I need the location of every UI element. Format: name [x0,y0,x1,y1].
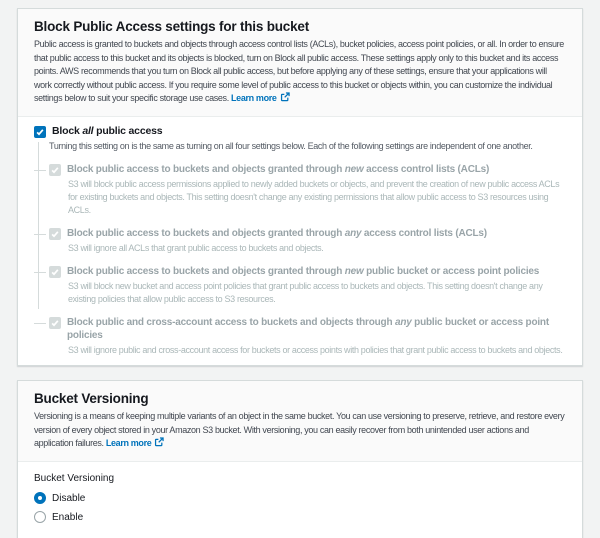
block-all-public-access-label[interactable] [52,125,162,138]
sub-option-block-any-policies [49,316,566,357]
label-post: public access [93,124,163,137]
label-post: public bucket or access point policies [363,266,540,277]
sub-option-head [49,163,566,176]
label-em: new [344,164,364,175]
label-em: any [344,228,362,239]
label-pre: Block public access to buckets and objects granted through [67,266,345,277]
block-new-acls-label [67,163,489,176]
block-new-acls-checkbox [49,164,61,176]
bucket-versioning-learn-more-link[interactable] [106,438,165,448]
checkmark-icon [50,318,60,328]
block-new-policies-label [67,265,539,278]
label-em: any [394,317,412,328]
block-public-access-header [18,9,582,117]
checkmark-icon [50,229,60,239]
block-any-policies-checkbox [49,317,61,329]
bucket-versioning-header [18,381,582,462]
checkmark-icon [50,267,60,277]
block-public-access-sub-settings [38,140,566,358]
external-link-icon [154,437,164,447]
label-post: access control lists (ACLs) [363,164,490,175]
bucket-versioning-description-text: Versioning is a means of keeping multiple variants of an object in the same bucket. You can use versioning to preserve, retrieve, and restore every version of every object stored in your Amazon S3 bucket. With versioning, you can easily recover from both unintended user actions and application failures. [34,411,565,448]
block-all-public-access-row [34,125,566,138]
label-post: access control lists (ACLs) [361,228,487,239]
sub-option-head [49,265,566,278]
bucket-versioning-field-label: Bucket Versioning [34,472,115,484]
sub-option-head [49,227,566,240]
bucket-versioning-card [17,380,583,538]
block-any-acls-description: S3 will ignore all ACLs that grant public access to buckets and objects. [68,243,324,253]
checkmark-icon [50,165,60,175]
checkmark-icon [35,127,45,137]
block-new-policies-description: S3 will block new bucket and access point policies that grant public access to buckets and objects. This setting doesn't change any existing policies that allow public access to S3 resources. [68,281,543,304]
block-all-public-access-description: Turning this setting on is the same as turning on all four settings below. Each of the following settings are independent of one another. [49,140,533,151]
block-public-access-card [17,8,583,366]
versioning-enable-radio[interactable] [34,511,46,523]
learn-more-label: Learn more [105,438,152,448]
label-pre: Block public access to buckets and objects granted through [67,164,345,175]
external-link-icon [280,92,290,102]
sub-option-block-new-acls [49,163,566,217]
versioning-disable-option[interactable] [34,492,566,505]
block-public-access-body [18,117,582,366]
sub-option-head [49,316,566,342]
sub-option-block-new-policies [49,265,566,306]
bucket-versioning-title: Bucket Versioning [34,391,149,406]
versioning-enable-label[interactable]: Enable [52,511,84,523]
block-new-policies-checkbox [49,266,61,278]
label-pre: Block [52,124,83,137]
label-post: public bucket or access point policies [67,317,549,341]
block-any-acls-checkbox [49,228,61,240]
block-public-access-description-text: Public access is granted to buckets and objects through access control lists (ACLs), bucket policies, access point policies, or all. In order to ensure that public access to this bucket and its objects is blocked, turn on Block all public access. These settings apply only to this bucket and its access points. AWS recommends that you turn on Block all public access, but before applying any of these settings, ensure that your applications will work correctly without public access. If you require some level of public access to this bucket or objects within, you can customize the individual settings below to suit your specific storage use cases. [34,39,564,103]
block-public-access-description [34,38,566,106]
block-new-acls-description: S3 will block public access permissions applied to newly added buckets or objects, and prevent the creation of new public access ACLs for existing buckets and objects. This setting doesn't change any existing permissions that allow public access to S3 resources using ACLs. [68,179,560,215]
label-pre: Block public access to buckets and objects granted through [67,228,345,239]
bucket-versioning-description [34,410,566,451]
versioning-enable-option[interactable] [34,511,566,524]
block-any-policies-label [67,316,566,342]
versioning-disable-radio[interactable] [34,492,46,504]
block-public-access-learn-more-link[interactable] [231,93,290,103]
block-public-access-title: Block Public Access settings for this bucket [34,19,310,34]
block-any-policies-description: S3 will ignore public and cross-account access for buckets or access points with policies that grant public access to buckets and objects. [68,345,563,355]
label-em: all [82,124,94,137]
label-em: new [344,266,364,277]
versioning-disable-label[interactable]: Disable [52,492,86,504]
block-all-public-access-checkbox[interactable] [34,126,46,138]
label-pre: Block public and cross-account access to buckets and objects through [67,317,395,328]
bucket-versioning-body [18,462,582,538]
learn-more-label: Learn more [231,93,277,103]
sub-option-block-any-acls [49,227,566,255]
block-any-acls-label [67,227,487,240]
